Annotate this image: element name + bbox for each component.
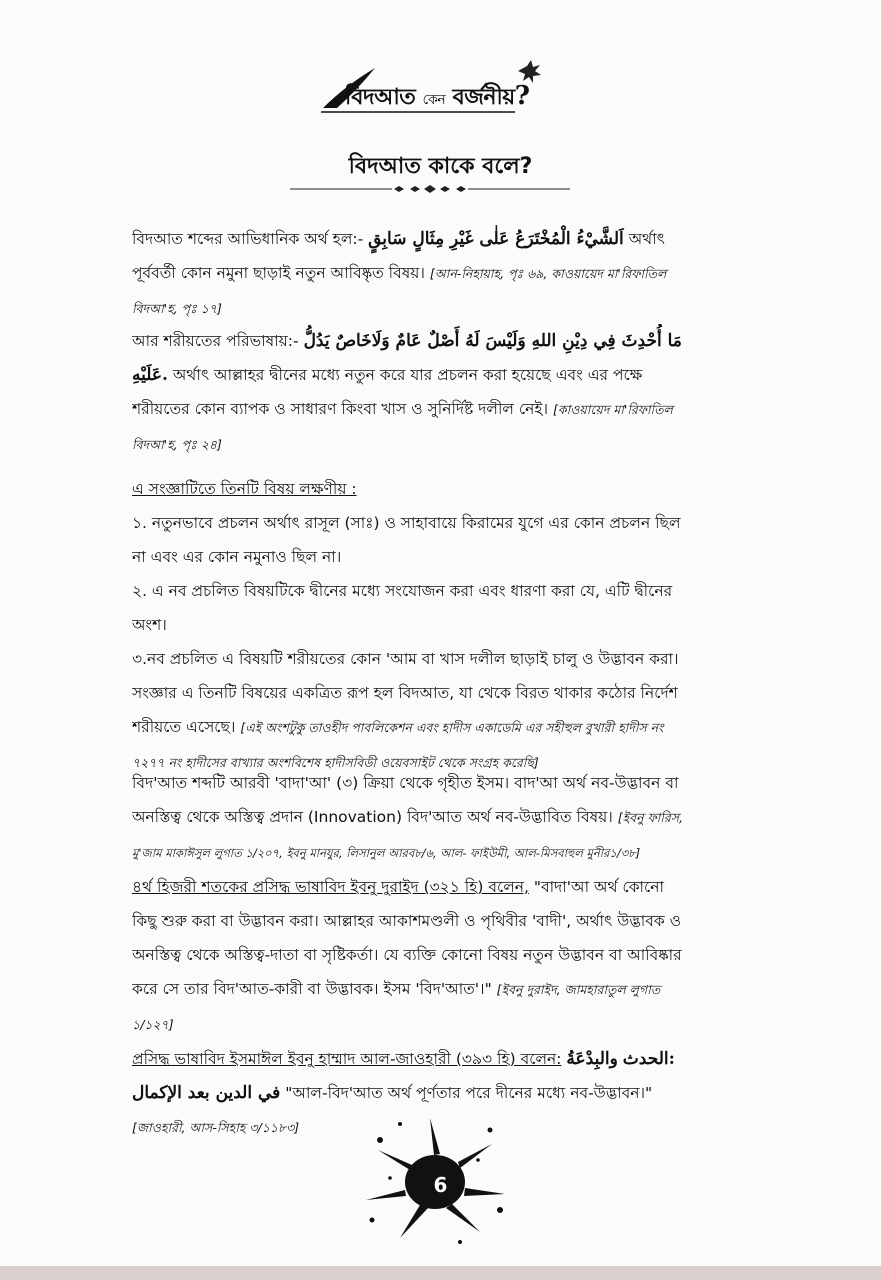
citation: [ইবনু দুরাইদ, জামহারাতুল লুগাত (496, 982, 661, 997)
header-title-main: বিদআত (345, 85, 416, 110)
citation: ৭২৭৭ নং হাদীসের বাখ্যার অংশবিশেষ হাদীসবিডী ওয়েবসাইট থেকে সংগ্রহ করেছি] (132, 755, 539, 770)
text: অর্থাৎ (628, 230, 665, 248)
text: সংজ্ঞার এ তিনটি বিষয়ের একত্রিত রূপ হল বিদআত, যা থেকে বিরত থাকার কঠোর নির্দেশ (132, 684, 678, 702)
text: করে সে তার বিদ'আত-কারী বা উদ্ভাবক। ইসম 'বিদ'আত'।" (132, 980, 492, 998)
page-number: 6 (433, 1173, 448, 1197)
text: ৪র্থ হিজরী শতকের প্রসিদ্ধ ভাষাবিদ ইবনু দুরাইদ (৩২১ হি) বলেন, (132, 878, 529, 896)
citation: বিদআ'হ, পৃঃ ১৭] (132, 301, 222, 316)
page-title: বিদআত কাকে বলে? (348, 154, 533, 179)
arabic-text: مَا أُحْدِثَ فِي دِيْنِ اللهِ وَلَيْسَ لَهُ أَصْلٌ عَامٌ وَلَاخَاصٌ يَدُلُّ (303, 331, 682, 351)
text: বিদআত শব্দের আভিধানিক অর্থ হল:- (132, 230, 364, 248)
text: অনস্তিত্ব থেকে অস্তিত্ব-দাতা বা সৃষ্টিকর্তা। যে ব্যক্তি কোনো বিষয় নতুন উদ্ভাবন বা আবিষ্কার (132, 946, 682, 964)
text: "বাদা'আ অর্থ কোনো (533, 878, 665, 896)
arabic-text: في الدين بعد الإكمال (132, 1083, 281, 1103)
list-item: ১. নতুনভাবে প্রচলন অর্থাৎ রাসূল (সাঃ) ও সাহাবায়ে কিরামের যুগে এর কোন প্রচলন ছিল (132, 514, 681, 532)
arabic-text: عَلَيْهِ. (132, 365, 168, 385)
citation: [এই অংশটুকু তাওহীদ পাবলিকেশন এবং হাদীস একাডেমি এর সহীহুল বুখারী হাদীস নং (240, 720, 664, 735)
citation: বিদআ'হ, পৃঃ ২৪] (132, 437, 222, 452)
etymology-section (132, 766, 730, 1145)
section-heading: এ সংজ্ঞাটিতে তিনটি বিষয় লক্ষণীয় : (132, 480, 357, 498)
text: কিছু শুরু করা বা উদ্ভাবন করা। আল্লাহর আকাশমণ্ডলী ও পৃথিবীর 'বাদী', অর্থাৎ উদ্ভাবক ও (132, 912, 682, 930)
header-title-end: বর্জনীয় (452, 85, 515, 110)
ornament-divider (290, 184, 570, 194)
text: পূর্ববর্তী কোন নমুনা ছাড়াই নতুন আবিষ্কৃত বিষয়। (132, 264, 425, 282)
citation: [আন-নিহায়াহ, পৃঃ ৬৯, কাওয়ায়েদ মা'রিফাতিল (429, 266, 667, 281)
header-title (345, 80, 530, 117)
text: প্রসিদ্ধ ভাষাবিদ ইসমাঈল ইবনু হাম্মাদ আল-জাওহারী (৩৯৩ হি) বলেন: (132, 1050, 562, 1068)
text: আর শরীয়তের পরিভাষায়:- (132, 332, 299, 350)
list-item: ৩.নব প্রচলিত এ বিষয়টি শরীয়তের কোন 'আম বা খাস দলীল ছাড়াই চালু ও উদ্ভাবন করা। (132, 650, 679, 668)
text: "আল-বিদ'আত অর্থ পূর্ণতার পরে দীনের মধ্যে নব-উদ্ভাবন।" (285, 1084, 653, 1102)
citation: [কাওয়ায়েদ মা'রিফাতিল (552, 402, 673, 417)
text: শরীয়তের কোন ব্যাপক ও সাধারণ কিংবা খাস ও সুনির্দিষ্ট দলীল নেই। (132, 400, 549, 418)
header-question-mark: ? (514, 81, 530, 111)
header-title-small: কেন (422, 92, 446, 108)
arabic-text: اَلشَّيْءُ الْمُخْتَرَعُ عَلٰى غَيْرِ مِثَالٍ سَابِقٍ (368, 229, 624, 249)
citation: [জাওহারী, আস-সিহাহ ৩/১১৮৩] (132, 1120, 300, 1135)
citation: [ইবনু ফারিস, (617, 810, 683, 825)
citation: মু'জাম মাকাঈসুল লুগাত ১/২০৭, ইবনু মানযুর, লিসানুল আরব৮/৬, আল- ফাইউমী, আল-মিসবাহুল মুনীর১/৩৮] (132, 846, 641, 860)
three-points-section (132, 472, 730, 780)
lexical-definition (132, 222, 730, 326)
citation: ১/১২৭] (132, 1017, 174, 1032)
text: অনস্তিত্ব থেকে অস্তিত্ব প্রদান (Innovation) বিদ'আত অর্থ নব-উদ্ভাবিত বিষয়। (132, 808, 613, 826)
technical-definition (132, 324, 730, 462)
text: অর্থাৎ আল্লাহর দ্বীনের মধ্যে নতুন করে যার প্রচলন করা হয়েছে এবং এর পক্ষে (172, 366, 643, 384)
arabic-text: الحدث (622, 1049, 669, 1069)
text: শরীয়তে এসেছে। (132, 718, 236, 736)
book-header (315, 56, 545, 116)
list-item: না এবং এর কোন নমুনাও ছিল না। (132, 548, 342, 566)
list-item: ২. এ নব প্রচলিত বিষয়টিকে দ্বীনের মধ্যে সংযোজন করা এবং ধারণা করা যে, এটি দ্বীনের (132, 582, 673, 600)
arabic-text: والبِدْعَةُ: (566, 1049, 675, 1069)
text: বিদ'আত শব্দটি আরবী 'বাদা'আ' (৩) ক্রিয়া থেকে গৃহীত ইসম। বাদ'আ অর্থ নব-উদ্ভাবন বা (132, 774, 679, 792)
list-item: অংশ। (132, 616, 167, 634)
page-edge (0, 1266, 881, 1280)
